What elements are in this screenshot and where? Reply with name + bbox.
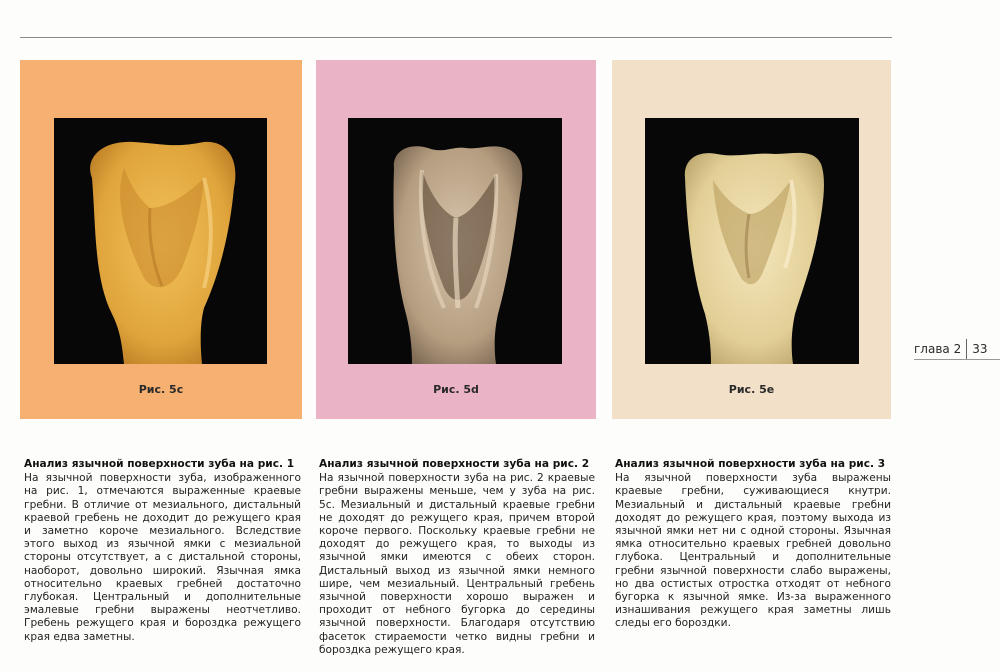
figure-caption: Рис. 5e bbox=[728, 383, 775, 396]
tooth-image-5e bbox=[645, 118, 859, 364]
figure-panel-5e bbox=[612, 60, 891, 419]
column-heading: Анализ язычной поверхности зуба на рис. 1 bbox=[24, 458, 295, 470]
text-column-2 bbox=[319, 458, 595, 657]
column-body: На язычной поверхности зуба выражены краевые гребни, суживающиеся кнутри. Мезиальный и дистальный краевые гребни доходят до режущего края, поэтому выхода из язычной ямки нет ни с одной стороны. Язычная ямка относительно краевых гребней довольно глубока. Центральный и дополнительные гребни язычной поверхности слабо выражены, но два остистых отростка отходят от небного бугорка к язычной ямке. Из-за выраженного изнашивания режущего края заметны лишь следы его бороздки. bbox=[615, 472, 891, 630]
figure-caption: Рис. 5c bbox=[138, 383, 184, 396]
tooth-photo-5d bbox=[348, 118, 562, 364]
chapter-label: глава 2 bbox=[914, 342, 962, 356]
column-heading: Анализ язычной поверхности зуба на рис. 3 bbox=[615, 458, 886, 470]
text-column-1 bbox=[24, 458, 301, 644]
text-column-3 bbox=[615, 458, 891, 631]
column-body: На язычной поверхности зуба, изображенного на рис. 1, отмечаются выраженные краевые гребни. В отличие от мезиального, дистальный краевой гребень не доходит до режущего края и заметно короче мезиального. Вследствие этого выход из язычной ямки с мезиальной стороны отсутствует, а с дистальной стороны, наоборот, довольно широкий. Язычная ямка относительно краевых гребней достаточно глубокая. Центральный и дополнительные эмалевые гребни выражены неотчетливо. Гребень режущего края и бороздка режущего края едва заметны. bbox=[24, 472, 301, 643]
top-rule bbox=[20, 37, 892, 38]
marker-divider bbox=[966, 339, 967, 359]
tooth-photo-5c bbox=[54, 118, 267, 364]
page-marker bbox=[914, 340, 987, 358]
figure-caption: Рис. 5d bbox=[433, 383, 479, 396]
column-heading: Анализ язычной поверхности зуба на рис. 2 bbox=[319, 458, 590, 470]
tooth-image-5c bbox=[54, 118, 267, 364]
marker-rule bbox=[914, 359, 1000, 360]
tooth-photo-5e bbox=[645, 118, 859, 364]
column-body: На язычной поверхности зуба на рис. 2 краевые гребни выражены меньше, чем у зуба на рис. 5c. Мезиальный и дистальный краевые гребни не доходят до режущего края, причем второй короче первого. Поскольку краевые гребни не доходят до режущего края, то выходы из язычной ямки имеются с обеих сторон. Дистальный выход из язычной ямки немного шире, чем мезиальный. Центральный гребень язычной поверхности хорошо выражен и проходит от небного бугорка до середины язычной поверхности. Благодаря отсутствию фасеток стираемости четко видны гребни и бороздка режущего края. bbox=[319, 472, 595, 656]
figure-panel-5c bbox=[20, 60, 302, 419]
page-number: 33 bbox=[972, 342, 988, 356]
tooth-image-5d bbox=[348, 118, 562, 364]
figure-panel-5d bbox=[316, 60, 596, 419]
